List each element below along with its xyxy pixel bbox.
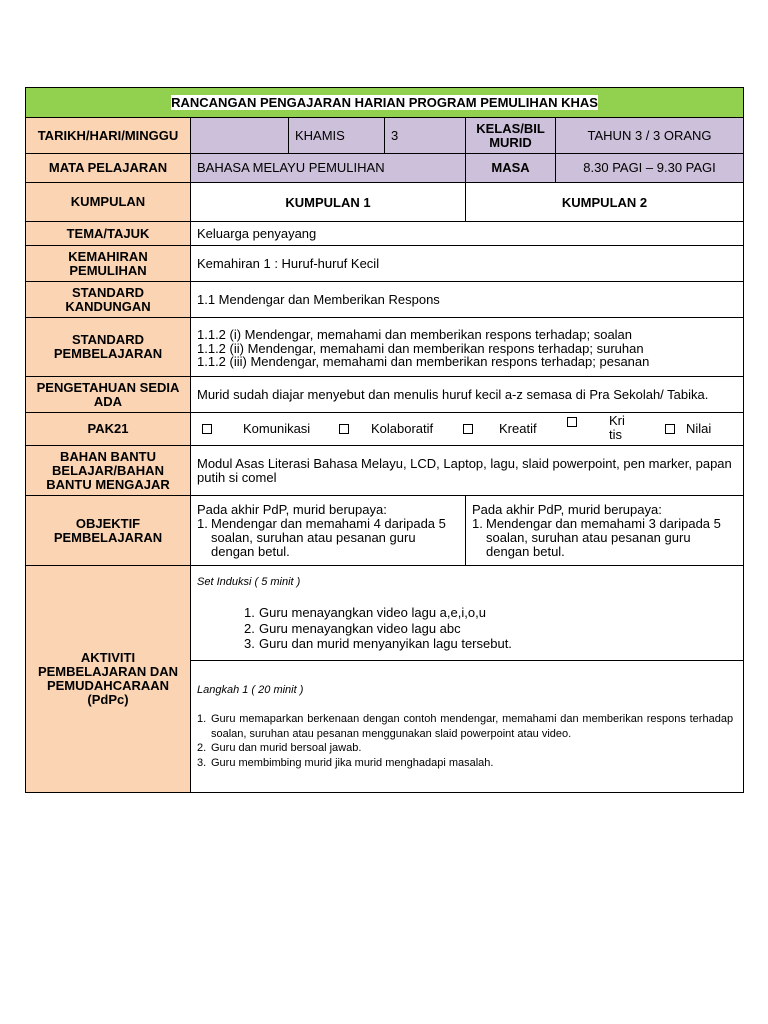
standard-pembelajaran-row	[26, 318, 744, 377]
pak21-option-kreatif: Kreatif	[499, 421, 537, 436]
page-title: RANCANGAN PENGAJARAN HARIAN PROGRAM PEMULIHAN KHAS	[171, 94, 598, 110]
tarikh-label: TARIKH/HARI/MINGGU	[26, 118, 191, 154]
kelas-label: KELAS/BIL MURID	[466, 118, 556, 154]
standard-kandungan-value: 1.1 Mendengar dan Memberikan Respons	[191, 282, 744, 318]
standard-pembelajaran-line: 1.1.2 (iii) Mendengar, memahami dan memberikan respons terhadap; pesanan	[197, 354, 650, 370]
pak21-option-nilai: Nilai	[686, 421, 712, 436]
list-number: 3.	[197, 756, 207, 769]
list-number: 2.	[244, 620, 255, 636]
masa-label: MASA	[466, 154, 556, 183]
checkbox-icon[interactable]	[463, 424, 473, 434]
kemahiran-value: Kemahiran 1 : Huruf-huruf Kecil	[191, 246, 744, 282]
tarikh-value	[191, 118, 289, 154]
tarikh-row	[26, 118, 744, 154]
objektif-kumpulan-1	[191, 496, 466, 566]
set-induksi-cell	[191, 566, 744, 661]
langkah-1-cell	[191, 661, 744, 793]
list-text: Guru membimbing murid jika murid menghadapi masalah.	[211, 756, 494, 769]
pak21-label: PAK21	[26, 413, 191, 446]
standard-pembelajaran-label: STANDARD PEMBELAJARAN	[26, 318, 191, 377]
langkah-1-heading: Langkah 1 ( 20 minit )	[197, 684, 304, 696]
standard-kandungan-label: STANDARD KANDUNGAN	[26, 282, 191, 318]
pengetahuan-row	[26, 377, 744, 413]
mata-pelajaran-label: MATA PELAJARAN	[26, 154, 191, 183]
checkbox-icon[interactable]	[665, 424, 675, 434]
list-item	[244, 621, 737, 637]
list-item	[197, 517, 459, 559]
kumpulan-2-header: KUMPULAN 2	[466, 183, 744, 222]
list-item	[472, 517, 737, 559]
lesson-plan-table	[25, 87, 744, 793]
list-number: 1.	[197, 713, 207, 725]
list-item	[197, 712, 733, 741]
tema-row	[26, 222, 744, 246]
masa-value: 8.30 PAGI – 9.30 PAGI	[556, 154, 744, 183]
set-induksi-heading: Set Induksi ( 5 minit )	[197, 576, 301, 589]
checkbox-icon[interactable]	[567, 417, 577, 427]
list-text: Guru menayangkan video lagu a,e,i,o,u	[259, 605, 486, 621]
list-item	[197, 756, 733, 771]
standard-pembelajaran-value	[191, 318, 744, 377]
kumpulan-label: KUMPULAN	[26, 183, 191, 222]
list-text: Mendengar dan memahami 4 daripada 5 soalan, suruhan atau pesanan guru dengan betul.	[211, 515, 446, 559]
list-number: 1.	[244, 605, 255, 621]
mata-pelajaran-value: BAHASA MELAYU PEMULIHAN	[191, 154, 466, 183]
title-cell	[26, 88, 744, 118]
kelas-value: TAHUN 3 / 3 ORANG	[556, 118, 744, 154]
checkbox-icon[interactable]	[202, 424, 212, 434]
standard-pembelajaran-line: 1.1.2 (i) Mendengar, memahami dan memberikan respons terhadap; soalan	[197, 327, 633, 343]
bahan-bantu-row	[26, 446, 744, 496]
list-text: Guru memaparkan berkenaan dengan contoh mendengar, memahami dan memberikan respons terhadap soalan, suruhan atau pesanan menggunakan slaid powerpoint atau video.	[211, 713, 734, 740]
kemahiran-row	[26, 246, 744, 282]
objektif-kumpulan-2	[466, 496, 744, 566]
pak21-row	[26, 413, 744, 446]
tema-value: Keluarga penyayang	[191, 222, 744, 246]
list-number: 2.	[197, 742, 207, 754]
pak21-option-kolaboratif: Kolaboratif	[371, 421, 434, 436]
bahan-bantu-value: Modul Asas Literasi Bahasa Melayu, LCD, Laptop, lagu, slaid powerpoint, pen marker, papan putih si comel	[191, 446, 744, 496]
pak21-options	[191, 413, 744, 446]
standard-kandungan-row	[26, 282, 744, 318]
pak21-option-kritis: Kritis	[609, 413, 625, 442]
objektif-intro: Pada akhir PdP, murid berupaya:	[472, 501, 662, 517]
list-item	[244, 636, 737, 652]
pengetahuan-value: Murid sudah diajar menyebut dan menulis huruf kecil a-z semasa di Pra Sekolah/ Tabika.	[191, 377, 744, 413]
list-text: Guru dan murid menyanyikan lagu tersebut.	[259, 636, 512, 652]
list-text: Guru dan murid bersoal jawab.	[211, 742, 362, 754]
objektif-row	[26, 496, 744, 566]
objektif-label: OBJEKTIF PEMBELAJARAN	[26, 496, 191, 566]
set-induksi-list	[244, 605, 737, 652]
aktiviti-label: AKTIVITI PEMBELAJARAN DAN PEMUDAHCARAAN (PdPc)	[26, 566, 191, 793]
pak21-option-komunikasi: Komunikasi	[243, 421, 311, 436]
standard-pembelajaran-line: 1.1.2 (ii) Mendengar, memahami dan memberikan respons terhadap; suruhan	[197, 340, 644, 356]
list-text: Guru menayangkan video lagu abc	[259, 620, 461, 636]
mata-pelajaran-row	[26, 154, 744, 183]
hari-value: KHAMIS	[289, 118, 385, 154]
list-number: 3.	[244, 636, 255, 652]
list-number: 1.	[197, 515, 208, 531]
list-text: Mendengar dan memahami 3 daripada 5 soalan, suruhan atau pesanan guru dengan betul.	[486, 515, 721, 559]
list-item	[197, 741, 733, 756]
aktiviti-row	[26, 566, 744, 661]
list-number: 1.	[472, 515, 483, 531]
kemahiran-label: KEMAHIRAN PEMULIHAN	[26, 246, 191, 282]
kumpulan-1-header: KUMPULAN 1	[191, 183, 466, 222]
checkbox-icon[interactable]	[339, 424, 349, 434]
langkah-1-list	[197, 712, 735, 770]
bahan-bantu-label: BAHAN BANTU BELAJAR/BAHAN BANTU MENGAJAR	[26, 446, 191, 496]
pengetahuan-label: PENGETAHUAN SEDIA ADA	[26, 377, 191, 413]
objektif-intro: Pada akhir PdP, murid berupaya:	[197, 501, 387, 517]
tema-label: TEMA/TAJUK	[26, 222, 191, 246]
kumpulan-row	[26, 183, 744, 222]
title-row	[26, 88, 744, 118]
minggu-value: 3	[385, 118, 466, 154]
list-item	[244, 605, 737, 621]
